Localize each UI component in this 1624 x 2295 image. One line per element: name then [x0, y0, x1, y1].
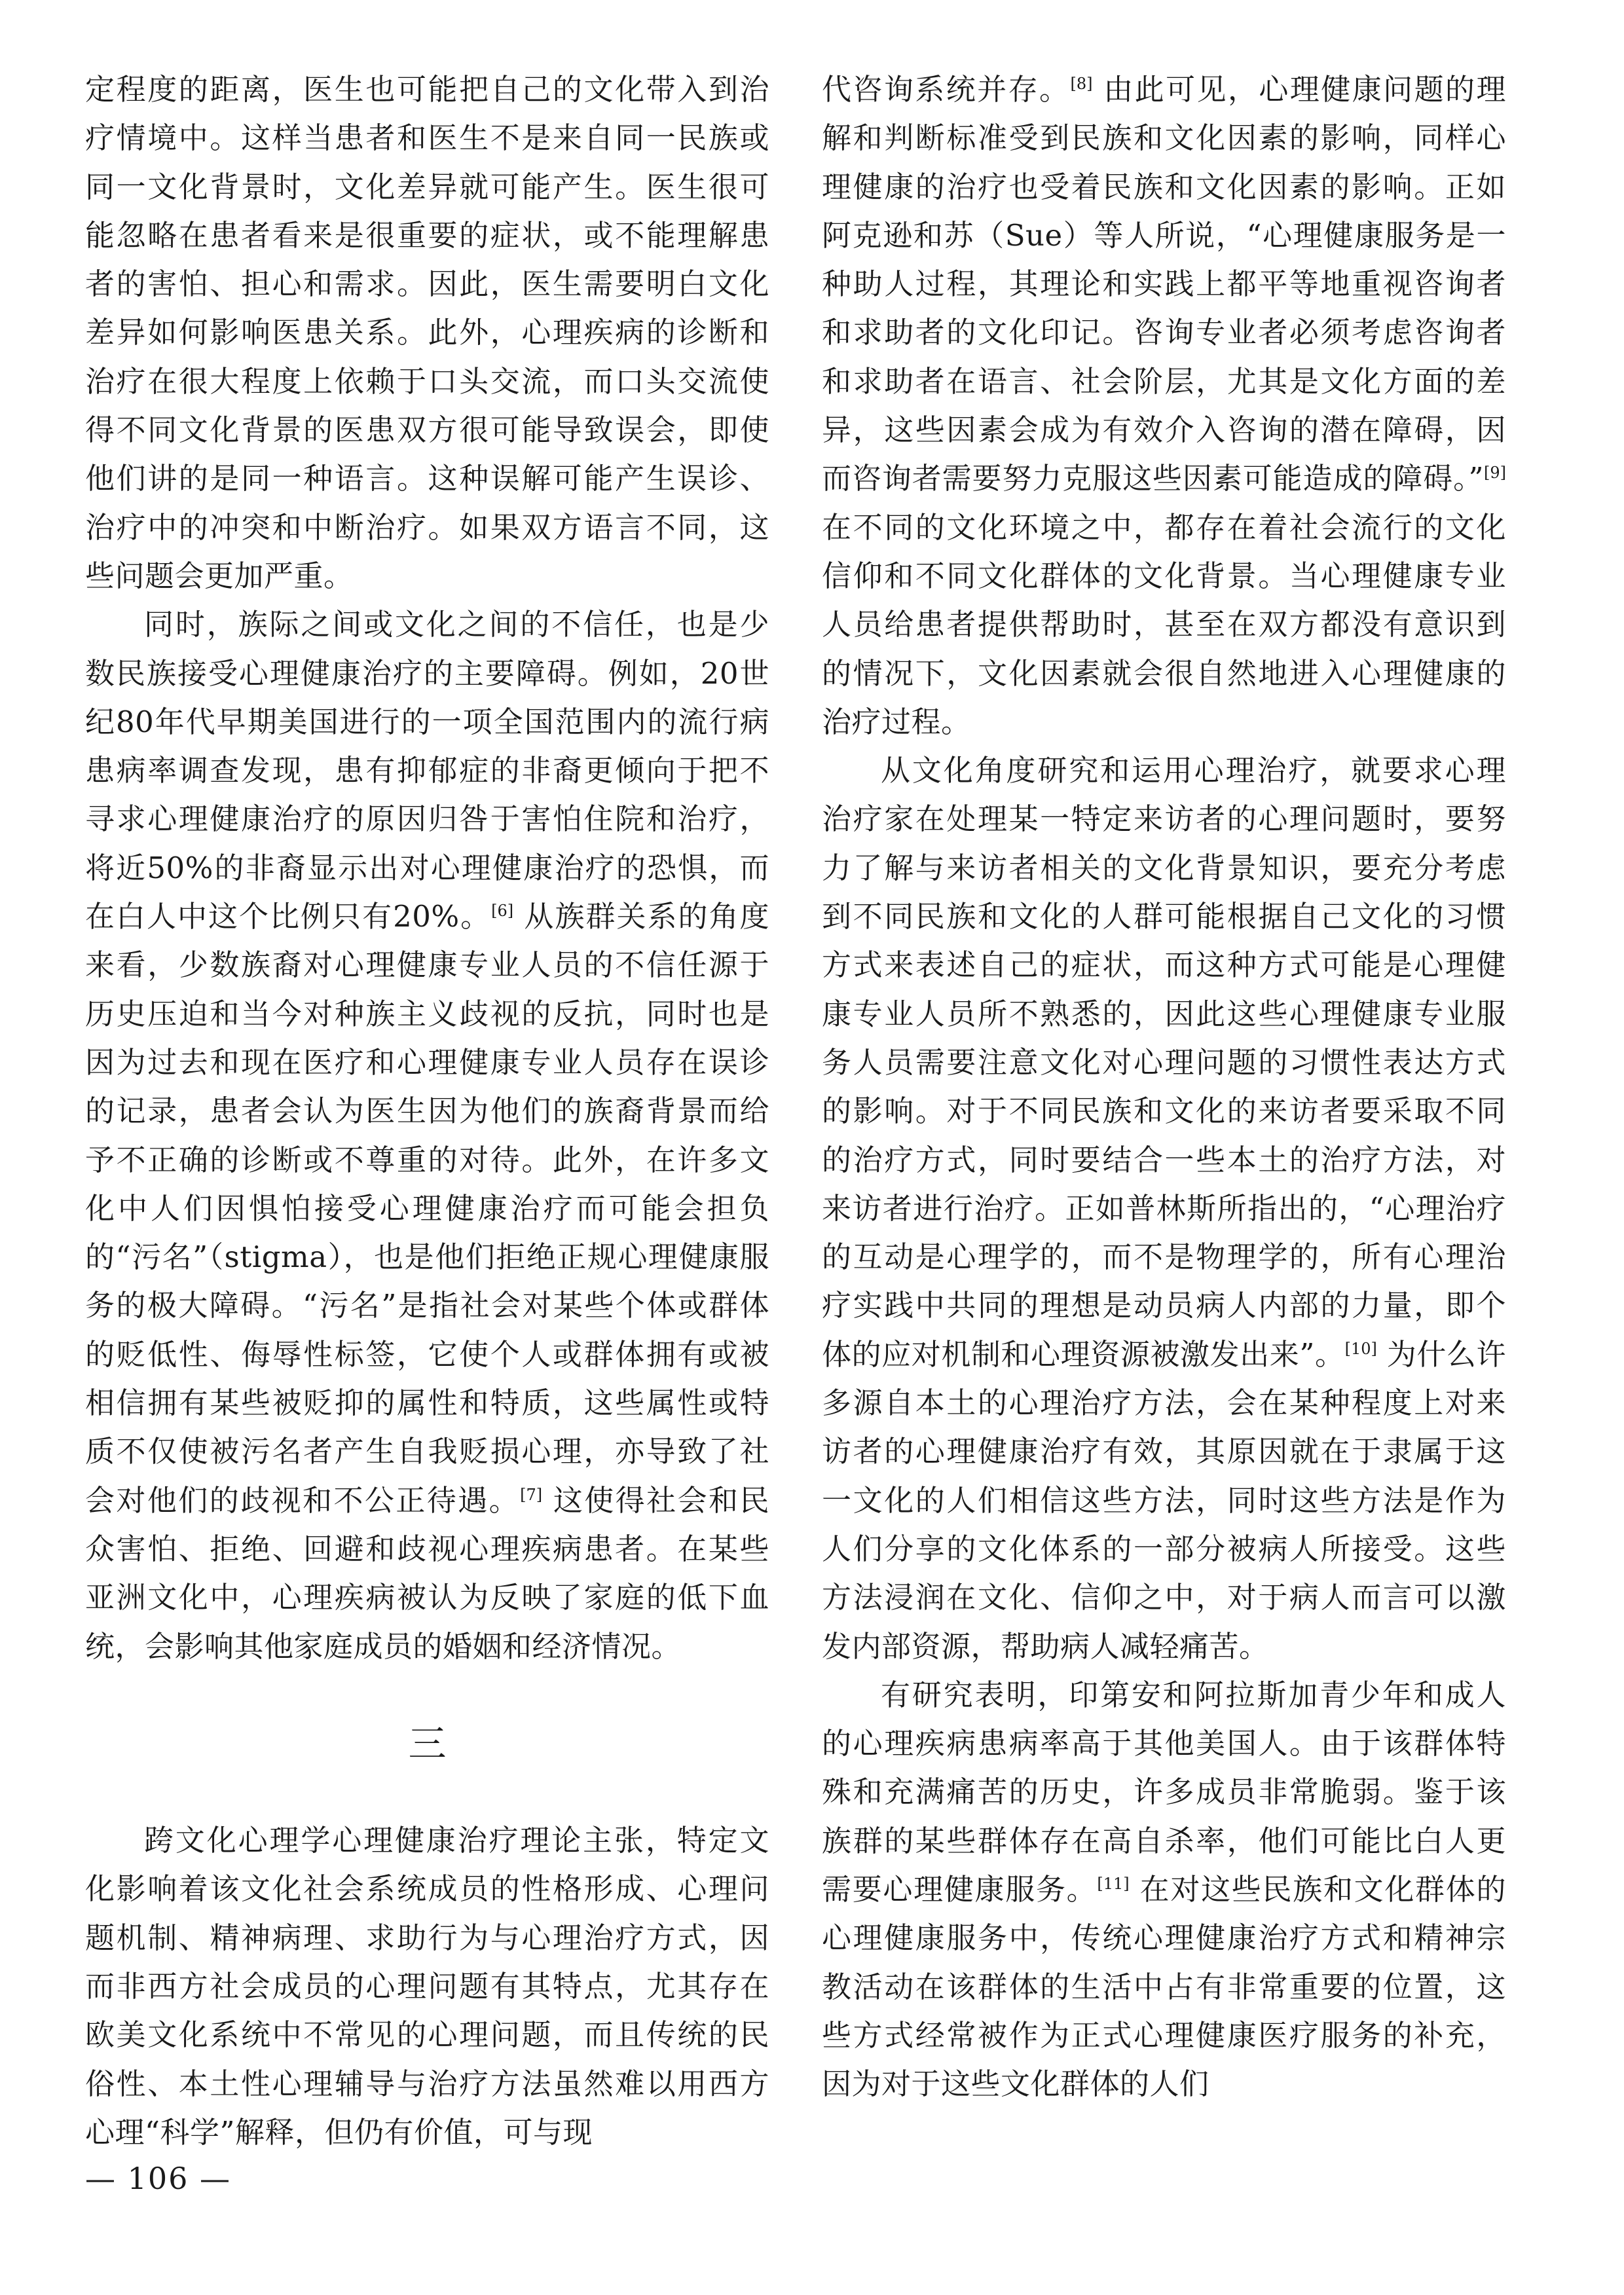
text-run: 定程度的距离，医生也可能把自己的文化带入到治疗情境中。这样当患者和医生不是来自同一民族或同一文化背景时，文化差异就可能产生。医生很可能忽略在患者看来是很重要的症状，或不能理解患者的害怕、担心和需求。因此，医生需要明白文化差异如何影响医患关系。此外，心理疾病的诊断和治疗在很大程度上依赖于口头交流，而口头交流使得不同文化背景的医患双方很可能导致误会，即使他们讲的是同一种语言。这种误解可能产生误诊、治疗中的冲突和中断治疗。如果双方语言不同，这些问题会更加严重。	[85, 72, 769, 593]
citation-ref: [10]	[1344, 1339, 1377, 1358]
right-column	[822, 65, 1506, 2108]
text-run: 代咨询系统并存。	[822, 72, 1071, 107]
citation-ref: [11]	[1097, 1874, 1130, 1893]
text-run: 在对这些民族和文化群体的心理健康服务中，传统心理健康治疗方式和精神宗教活动在该群体的生活中占有非常重要的位置，这些方式经常被作为正式心理健康医疗服务的补充，因为对于这些文化群体的人们	[822, 1871, 1506, 2102]
text-run: 在不同的文化环境之中，都存在着社会流行的文化信仰和不同文化群体的文化背景。当心理健康专业人员给患者提供帮助时，甚至在双方都没有意识到的情况下，文化因素就会很自然地进入心理健康的治疗过程。	[822, 509, 1506, 739]
citation-ref: [7]	[520, 1485, 543, 1504]
paragraph	[822, 1671, 1506, 2109]
paragraph	[822, 746, 1506, 1671]
text-run: 从族群关系的角度来看，少数族裔对心理健康专业人员的不信任源于历史压迫和当今对种族主义歧视的反抗，同时也是因为过去和现在医疗和心理健康专业人员存在误诊的记录，患者会认为医生因为他们的族裔背景而给予不正确的诊断或不尊重的对待。此外，在许多文化中人们因惧怕接受心理健康治疗而可能会担负的“污名”（stigma），也是他们拒绝正规心理健康服务的极大障碍。“污名”是指社会对某些个体或群体的贬低性、侮辱性标签，它使个人或群体拥有或被相信拥有某些被贬抑的属性和特质，这些属性或特质不仅使被污名者产生自我贬损心理，亦导致了社会对他们的歧视和不公正待遇。	[85, 899, 769, 1518]
paragraph	[85, 600, 769, 1671]
citation-ref: [8]	[1070, 75, 1093, 93]
citation-ref: [6]	[491, 902, 514, 921]
text-run: 有研究表明，印第安和阿拉斯加青少年和成人的心理疾病患病率高于其他美国人。由于该群体特殊和充满痛苦的历史，许多成员非常脆弱。鉴于该族群的某些群体存在高自杀率，他们可能比白人更需要心理健康服务。	[822, 1677, 1506, 1907]
paragraph	[822, 65, 1506, 746]
paragraph	[85, 1816, 769, 2157]
text-run: 从文化角度研究和运用心理治疗，就要求心理治疗家在处理某一特定来访者的心理问题时，要努力了解与来访者相关的文化背景知识，要充分考虑到不同民族和文化的人群可能根据自己文化的习惯方式来表述自己的症状，而这种方式可能是心理健康专业人员所不熟悉的，因此这些心理健康专业服务人员需要注意文化对心理问题的习惯性表达方式的影响。对于不同民族和文化的来访者要采取不同的治疗方式，同时要结合一些本土的治疗方法，对来访者进行治疗。正如普林斯所指出的，“心理治疗的互动是心理学的，而不是物理学的，所有心理治疗实践中共同的理想是动员病人内部的力量，即个体的应对机制和心理资源被激发出来”。	[822, 753, 1506, 1372]
text-run: 跨文化心理学心理健康治疗理论主张，特定文化影响着该文化社会系统成员的性格形成、心理问题机制、精神病理、求助行为与心理治疗方式，因而非西方社会成员的心理问题有其特点，尤其存在欧美文化系统中不常见的心理问题，而且传统的民俗性、本土性心理辅导与治疗方法虽然难以用西方心理“科学”解释，但仍有价值，可与现	[85, 1823, 769, 2150]
text-run: 这使得社会和民众害怕、拒绝、回避和歧视心理疾病患者。在某些亚洲文化中，心理疾病被认为反映了家庭的低下血统，会影响其他家庭成员的婚姻和经济情况。	[85, 1482, 769, 1664]
text-run: 为什么许多源自本土的心理治疗方法，会在某种程度上对来访者的心理健康治疗有效，其原因就在于隶属于这一文化的人们相信这些方法，同时这些方法是作为人们分享的文化体系的一部分被病人所接受。这些方法浸润在文化、信仰之中，对于病人而言可以激发内部资源，帮助病人减轻痛苦。	[822, 1336, 1506, 1664]
paragraph	[85, 65, 769, 600]
citation-ref: [9]	[1484, 464, 1506, 483]
section-heading: 三	[408, 1721, 447, 1766]
page-number: — 106 —	[85, 2161, 232, 2196]
left-column	[85, 65, 769, 2157]
text-run: 由此可见，心理健康问题的理解和判断标准受到民族和文化因素的影响，同样心理健康的治疗也受着民族和文化因素的影响。正如阿克逊和苏（Sue）等人所说，“心理健康服务是一种助人过程，其理论和实践上都平等地重视咨询者和求助者的文化印记。咨询专业者必须考虑咨询者和求助者在语言、社会阶层，尤其是文化方面的差异，这些因素会成为有效介入咨询的潜在障碍，因而咨询者需要努力克服这些因素可能造成的障碍。”	[822, 72, 1506, 496]
text-run: 同时，族际之间或文化之间的不信任，也是少数民族接受心理健康治疗的主要障碍。例如，20世纪80年代早期美国进行的一项全国范围内的流行病患病率调查发现，患有抑郁症的非裔更倾向于把不寻求心理健康治疗的原因归咎于害怕住院和治疗，将近50%的非裔显示出对心理健康治疗的恐惧，而在白人中这个比例只有20%。	[85, 607, 769, 934]
